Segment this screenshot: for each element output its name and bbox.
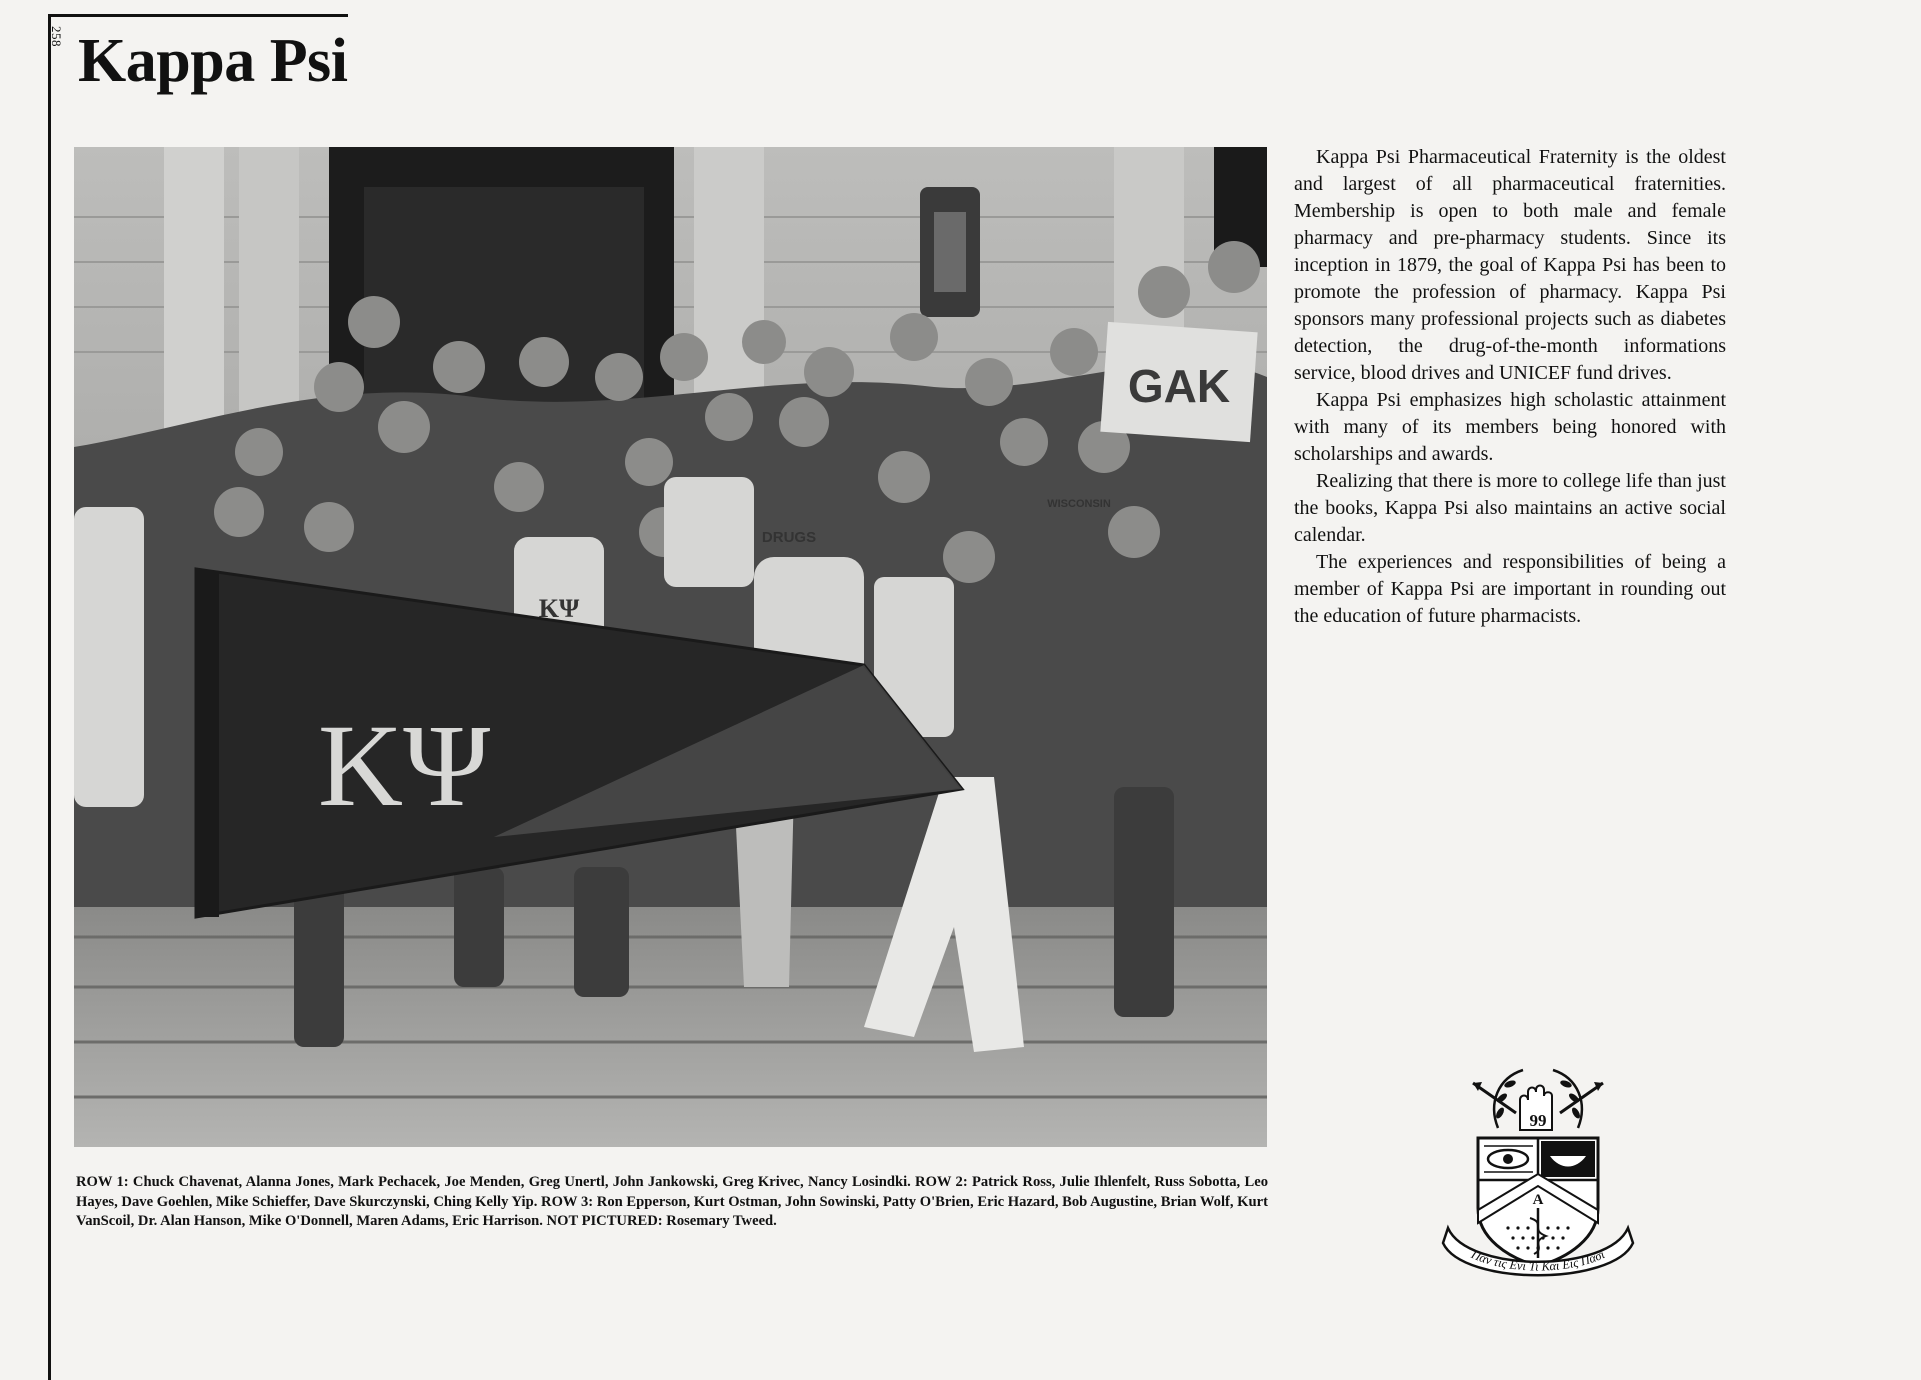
page-number: 258 — [49, 26, 64, 47]
crest-letter: A — [1532, 1192, 1544, 1208]
page-title: Kappa Psi — [78, 27, 348, 95]
crest-motto: Παν τις Ενι Τι Και Εις Πασι — [1469, 1247, 1607, 1274]
shirt-text-3: WISCONSIN — [1047, 498, 1111, 510]
sign-text: GAK — [1127, 360, 1231, 412]
body-text — [1294, 144, 1726, 630]
page-border-top — [48, 14, 348, 17]
group-photo — [74, 147, 1267, 1147]
body-paragraph-2: Kappa Psi emphasizes high scholastic attainment with many of its members being honored with scholarships and awards. — [1294, 389, 1726, 465]
page-border-left — [48, 14, 51, 1380]
kappa-psi-crest-icon — [1438, 1058, 1638, 1280]
pennant-letters: KΨ — [317, 700, 491, 831]
shirt-text-2: DRUGS — [761, 529, 817, 546]
body-paragraph-4: The experiences and responsibilities of being a member of Kappa Psi are important in rounding out the education of future pharmacists. — [1294, 551, 1726, 627]
crest-number: 99 — [1529, 1111, 1547, 1130]
body-paragraph-1: Kappa Psi Pharmaceutical Fraternity is the oldest and largest of all pharmaceutical fraternities. Membership is open to both male and female pharmacy and pre-pharmacy students. Since its inception in 1879, the goal of Kappa Psi has been to promote the profession of pharmacy. Kappa Psi sponsors many professional projects such as diabetes detection, the drug-of-the-month informations service, blood drives and UNICEF fund drives. — [1294, 146, 1726, 384]
shirt-text-1: KΨ — [538, 594, 580, 623]
photo-caption: ROW 1: Chuck Chavenat, Alanna Jones, Mark Pechacek, Joe Menden, Greg Unertl, John Jankowski, Greg Krivec, Nancy Losindki. ROW 2: Patrick Ross, Julie Ihlenfelt, Russ Sobotta, Leo Hayes, Dave Goehlen, Mike Schieffer, Dave Skurczynski, Ching Kelly Yip. ROW 3: Ron Epperson, Kurt Ostman, John Sowinski, Patty O'Brien, Eric Hazard, Bob Augustine, Brian Wolf, Kurt VanScoil, Dr. Alan Hanson, Mike O'Donnell, Maren Adams, Eric Harrison. NOT PICTURED: Rosemary Tweed. — [76, 1174, 1268, 1229]
body-paragraph-3: Realizing that there is more to college life than just the books, Kappa Psi also maintains an active social calendar. — [1294, 470, 1726, 546]
